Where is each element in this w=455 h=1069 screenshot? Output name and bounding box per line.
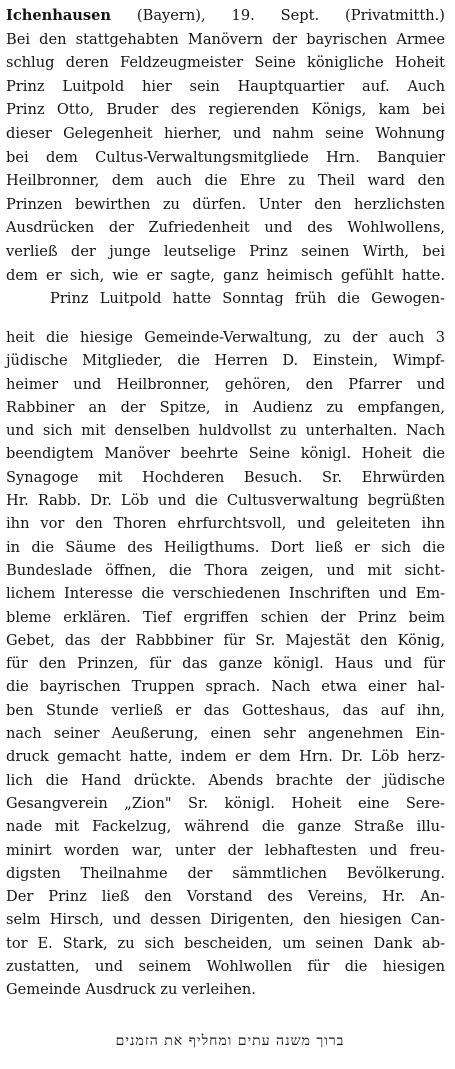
text-line: die bayrischen Truppen sprach. Nach etwa einer hal- [6, 678, 445, 696]
text-line: Rabbiner an der Spitze, in Audienz zu empfangen, [6, 398, 445, 416]
text-line: und sich mit denselben huldvollst zu unterhalten. Nach [6, 422, 445, 440]
dateline [6, 4, 445, 28]
text-line: Bei den stattgehabten Manövern der bayrischen Armee [6, 30, 445, 48]
text-line-last: Gemeinde Ausdruck zu verleihen. [6, 981, 256, 999]
text-line: Hr. Rabb. Dr. Löb und die Cultusverwaltung begrüßten [6, 492, 445, 510]
text-line: selm Hirsch, und dessen Dirigenten, den hiesigen Can- [6, 911, 445, 929]
text-line: jüdische Mitglieder, die Herren D. Einstein, Wimpf- [6, 352, 445, 370]
text-line: schlug deren Feldzeugmeister Seine königliche Hoheit [6, 54, 445, 72]
text-line-indented: Prinz Luitpold hatte Sonntag früh die Gewogen- [50, 290, 445, 308]
text-line: für den Prinzen, für das ganze königl. Haus und für [6, 655, 445, 673]
text-line: bleme erklären. Tief ergriffen schien der Prinz beim [6, 608, 445, 626]
text-line: Prinz Luitpold hier sein Hauptquartier auf. Auch [6, 77, 445, 95]
paragraph-2 [6, 326, 445, 1002]
text-line: lichem Interesse die verschiedenen Inschriften und Em- [6, 585, 445, 603]
text-line: tor E. Stark, zu sich bescheiden, um seinen Dank ab- [6, 934, 445, 952]
text-line: Ausdrücken der Zufriedenheit und des Wohlwollens, [6, 219, 445, 237]
text-line: Prinz Otto, Bruder des regierenden Königs, kam bei [6, 101, 445, 119]
text-line: Bundeslade öffnen, die Thora zeigen, und mit sicht- [6, 561, 445, 579]
text-line: nade mit Fackelzug, während die ganze Straße illu- [6, 818, 445, 836]
text-line: dem er sich, wie er sagte, ganz heimisch gefühlt hatte. [6, 266, 445, 284]
text-line: ihn vor den Thoren ehrfurchtsvoll, und geleiteten ihn [6, 515, 445, 533]
text-line: Prinzen bewirthen zu dürfen. Unter den herzlichsten [6, 195, 445, 213]
text-line: minirt worden war, unter der lebhaftesten und freu- [6, 841, 445, 859]
text-line: heit die hiesige Gemeinde-Verwaltung, zu der auch 3 [6, 329, 445, 346]
text-line: Gesangverein „Zion" Sr. königl. Hoheit eine Sere- [6, 794, 445, 812]
text-line: Gebet, das der Rabbbiner für Sr. Majestät den König, [6, 631, 445, 649]
text-line: digsten Theilnahme der sämmtlichen Bevölkerung. [6, 864, 445, 882]
text-line: lich die Hand drückte. Abends brachte der jüdische [6, 771, 445, 789]
text-line: nach seiner Aeußerung, einen sehr angenehmen Ein- [6, 725, 445, 743]
paragraph-1 [6, 4, 445, 311]
text-line: ben Stunde verließ er das Gotteshaus, das auf ihn, [6, 701, 445, 719]
text-line: zustatten, und seinem Wohlwollen für die hiesigen [6, 958, 445, 976]
text-line: heimer und Heilbronner, gehören, den Pfarrer und [6, 375, 445, 393]
text-line: verließ der junge leutselige Prinz seinen Wirth, bei [6, 242, 445, 260]
dateline-rest: (Bayern), 19. Sept. (Privatmitth.) [111, 7, 445, 24]
text-line: dieser Gelegenheit hierher, und nahm seine Wohnung [6, 124, 445, 142]
text-line: beendigtem Manöver beehrte Seine königl. Hoheit die [6, 445, 445, 463]
dateline-place: Ichenhausen [6, 7, 112, 24]
text-line: druck gemacht hatte, indem er dem Hrn. Dr. Löb herz- [6, 748, 445, 766]
text-line: Synagoge mit Hochderen Besuch. Sr. Ehrwürden [6, 468, 445, 486]
text-line: bei dem Cultus-Verwaltungsmitgliede Hrn. Banquier [6, 148, 445, 166]
text-line: in die Säume des Heiligthums. Dort ließ er sich die [6, 538, 445, 556]
text-line: Der Prinz ließ den Vorstand des Vereins, Hr. An- [6, 888, 445, 906]
text-line: Heilbronner, dem auch die Ehre zu Theil ward den [6, 172, 445, 190]
hebrew-blessing: ברוך משנה עתים ומחליף את הזמנים [115, 1033, 345, 1049]
